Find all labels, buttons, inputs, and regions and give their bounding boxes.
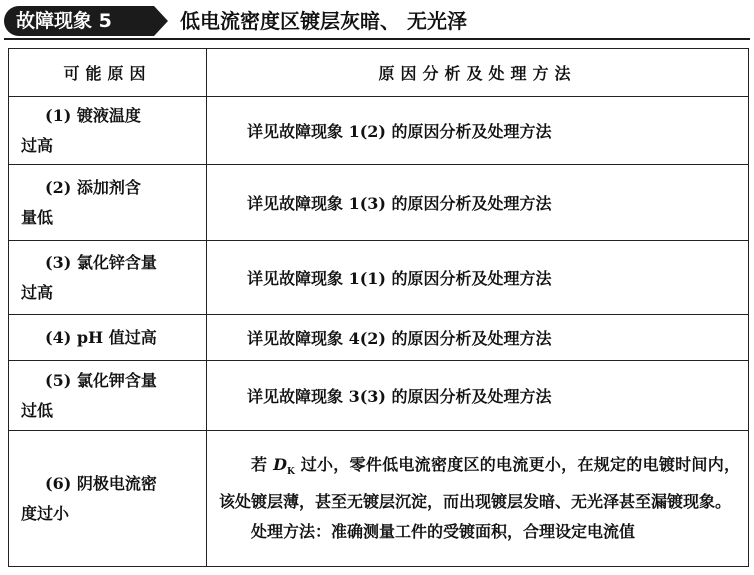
cause-cell: (1) 镀液温度 过高 xyxy=(9,97,207,165)
analysis-cell xyxy=(207,431,749,567)
section-header xyxy=(4,6,750,36)
method-cell: 详见故障现象 4(2) 的原因分析及处理方法 xyxy=(207,315,749,361)
method-cell: 详见故障现象 1(1) 的原因分析及处理方法 xyxy=(207,241,749,315)
cause-cell: (4) pH 值过高 xyxy=(9,315,207,361)
table-row xyxy=(9,431,749,567)
treatment-label: 处理方法： xyxy=(251,522,332,542)
header-cause: 可能原因 xyxy=(9,49,207,97)
dk-symbol: $D_K$ xyxy=(273,454,295,478)
table-row xyxy=(9,361,749,431)
cause-cell: (5) 氯化钾含量 过低 xyxy=(9,361,207,431)
cause-cell: (6) 阴极电流密 度过小 xyxy=(9,431,207,567)
method-cell: 详见故障现象 3(3) 的原因分析及处理方法 xyxy=(207,361,749,431)
table-header-row xyxy=(9,49,749,97)
cause-cell: (2) 添加剂含 量低 xyxy=(9,165,207,241)
header-method: 原因分析及处理方法 xyxy=(207,49,749,97)
table-row xyxy=(9,315,749,361)
fault-table xyxy=(8,48,749,567)
fault-badge: 故障现象 5 xyxy=(4,6,154,36)
analysis-paragraph: 若 $D_K$ 过小，零件低电流密度区的电流更小，在规定的电镀时间内，该处镀层薄，甚至无镀层沉淀，而出现镀层发暗、无光泽甚至漏镀现象。 xyxy=(219,454,740,512)
table-row xyxy=(9,165,749,241)
fault-title: 低电流密度区镀层灰暗、 无光泽 xyxy=(180,9,467,33)
treatment-paragraph: 处理方法：准确测量工件的受镀面积，合理设定电流值 xyxy=(251,522,636,542)
badge-arrow xyxy=(154,6,168,36)
cause-cell: (3) 氯化锌含量 过高 xyxy=(9,241,207,315)
method-cell: 详见故障现象 1(3) 的原因分析及处理方法 xyxy=(207,165,749,241)
header-rule xyxy=(4,38,750,40)
table-row xyxy=(9,241,749,315)
method-cell: 详见故障现象 1(2) 的原因分析及处理方法 xyxy=(207,97,749,165)
table-row xyxy=(9,97,749,165)
